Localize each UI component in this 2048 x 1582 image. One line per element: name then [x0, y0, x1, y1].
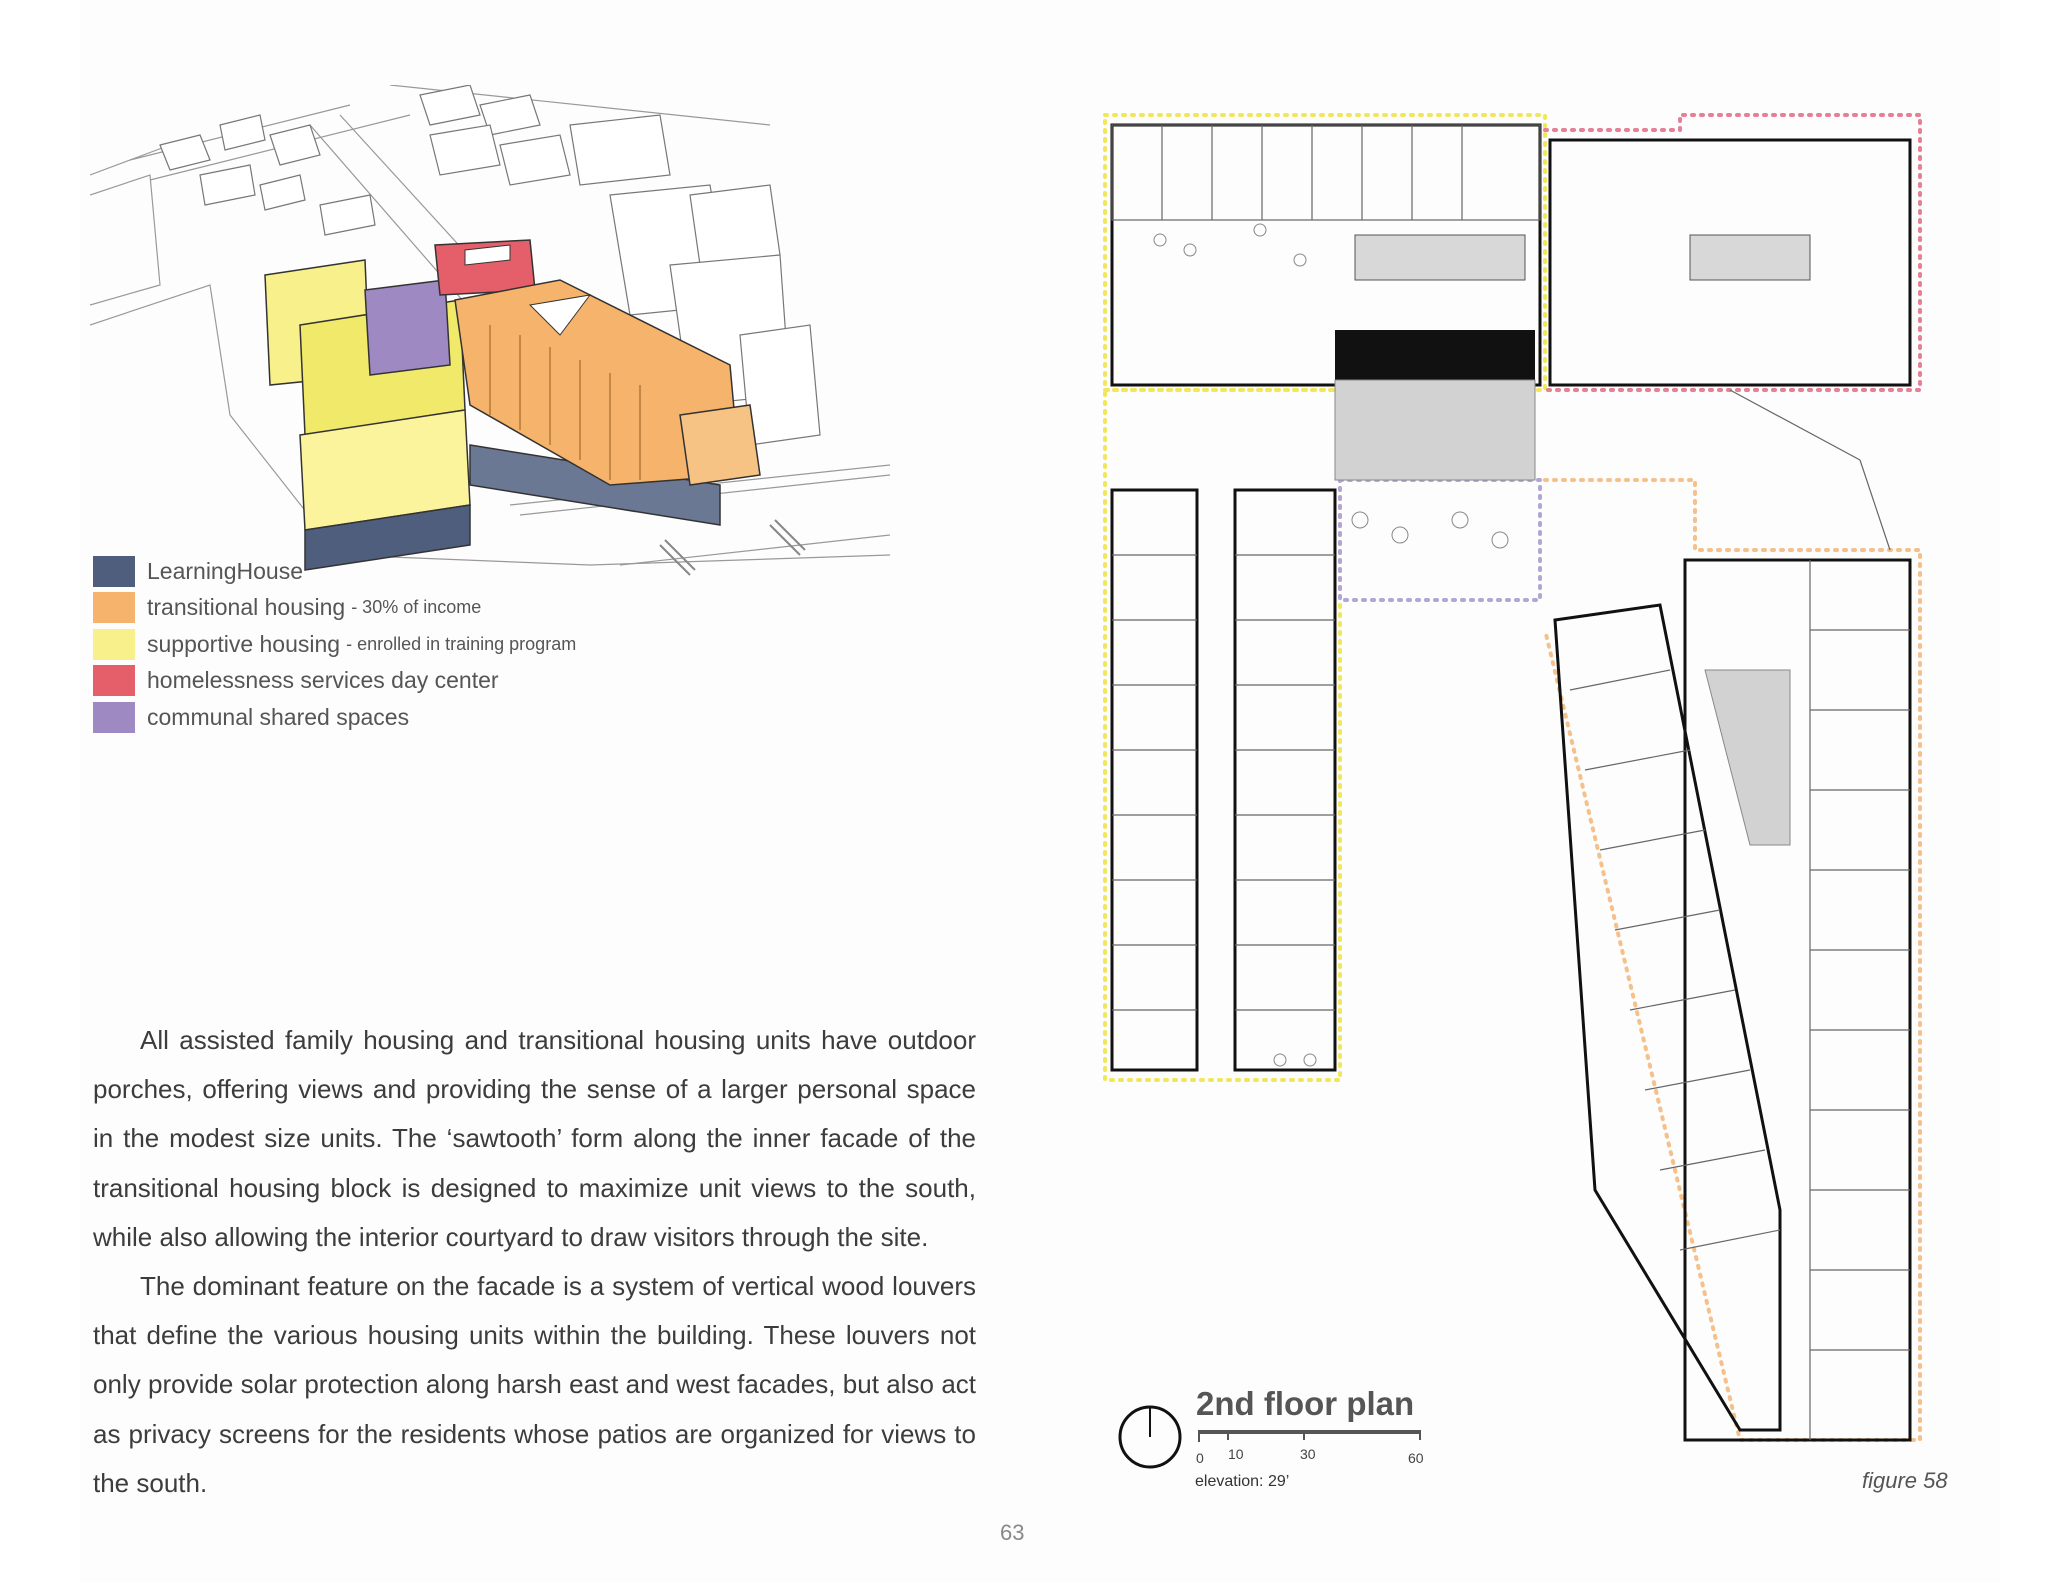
plan-title: 2nd floor plan	[1196, 1385, 1415, 1422]
scale-label-30: 30	[1300, 1446, 1316, 1462]
legend-swatch	[93, 592, 135, 623]
body-paragraph-1: All assisted family housing and transitional housing units have outdoor porches, offering views and providing the sense of a larger personal space in the modest size units. The ‘sawtooth’ form along the inner facade of the transitional housing block is designed to maximize unit views to the south, while also allowing the interior courtyard to draw visitors through the site.	[93, 1025, 976, 1252]
page-number: 63	[1000, 1520, 1025, 1545]
scale-label-0: 0	[1196, 1450, 1204, 1466]
legend-note: - enrolled in training program	[346, 633, 577, 654]
legend-label: communal shared spaces	[147, 703, 410, 730]
body-paragraph-2: The dominant feature on the facade is a system of vertical wood louvers that define the various housing units within the building. These louvers not only provide solar protection along harsh east and west facades, but also act as privacy screens for the residents whose patios are organized for views to the south.	[93, 1271, 976, 1498]
legend-label: homelessness services day center	[147, 667, 499, 694]
legend-label: supportive housing	[147, 630, 341, 657]
legend-item-communal	[93, 699, 576, 736]
legend	[93, 553, 576, 736]
legend-item-learninghouse	[93, 553, 576, 590]
legend-item-transitional-housing	[93, 590, 576, 627]
legend-note: - 30% of income	[351, 597, 482, 618]
scale-bar-graphic	[1198, 1430, 1423, 1444]
elevation-note: elevation: 29’	[1195, 1473, 1290, 1490]
body-text	[93, 1016, 976, 1508]
legend-swatch	[93, 665, 135, 696]
legend-label: LearningHouse	[147, 557, 304, 584]
north-arrow-icon	[1115, 1402, 1185, 1472]
legend-item-day-center	[93, 663, 576, 700]
floor-plan-drawing	[1100, 110, 1930, 1450]
figure-caption: figure 58	[1862, 1468, 1948, 1493]
legend-item-supportive-housing	[93, 626, 576, 663]
legend-swatch	[93, 702, 135, 733]
legend-swatch	[93, 629, 135, 660]
scale-label-10: 10	[1228, 1446, 1244, 1462]
scale-label-60: 60	[1408, 1450, 1424, 1466]
legend-label: transitional housing	[147, 594, 346, 621]
legend-swatch	[93, 556, 135, 587]
